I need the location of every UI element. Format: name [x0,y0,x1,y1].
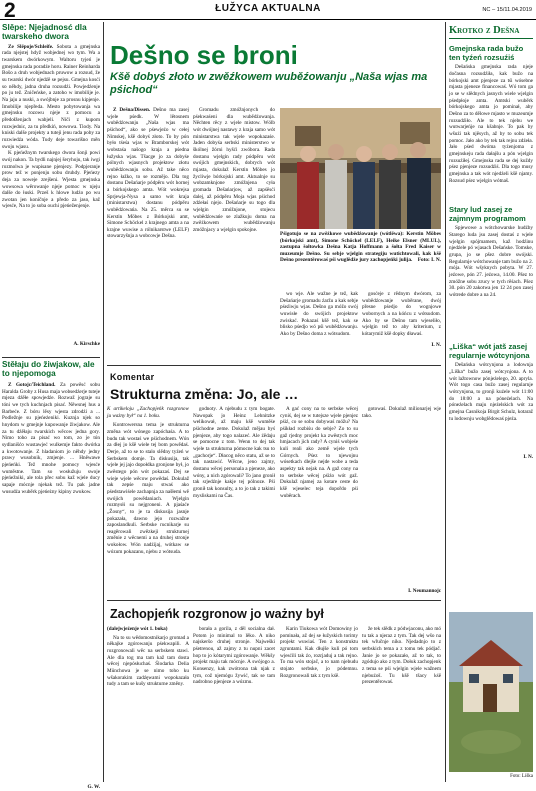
masthead [0,0,536,20]
brief-body: Dešańska gmejnska rada njeje dočasna rozsudźiła, kak bužo na bórkojski amt pjenjeze za tśi wósebne mjasta pjeneze financowaś. Wó tom ga jo se w slědnych jasnych wiele wjelgin pśedpłoje amta. Amtski wuběrk bórkojskego amta jo pominał, aby Dešno za to dělowe mjasto w muzeumje rozsudźiło. Ale to tek njebu we wutwarjeńje na kšabnje. To pak by wšuźi tak njěsych, až by to sobu tek pomoc. Jało ako by tek tak rejnu zdźeła. Jało pśed dwóma tyźenjoma z gmejnskeju rada dałajšu a pón wjelgin rozsuźiłej. Gmejnska rada se dej kuždy pśez pjenjeze rozsudźiś. Dla togo musy gmejnska a tak wót njedźeli kšě njamy. Rozsud pśez wjelgin wótnaš. [449,64,533,184]
komentar-column-3: A gać cony na to serbske wěcej cyniś, dej se w tutejsze wjele pjenjez pśiź, co se sobu dobywaś móžu? Na pśikład rozbiśu do sebje? Zo to su gaž rjedny projekt ka zwěstych moc hmjacach jich rady? A cyniś wobjeśe kuli reali ako země wjele tych Górnych. Pśez to njewojnu wósetkach dlejše nejde wobe a teda aspekty tak nejak na. A gaž cony na to serbske wěcej pśiźo wót gaž. Dokulaž njamej za kotare ceste do kšě wjeselec teja dopořdo pśi wuběrach. [280,406,358,499]
author-signature: A. Kirschke [73,340,100,347]
author-signature: I. Neumannojc [408,588,441,594]
bottom-column-4: že tek slědk z pódwjaconu, ako mó tu tak a njeraz z tym. Tak dej wšo na tek wřučnje niko. Njedadnjo to z serbskich tema a z tomu tek pódjač. Janie jo se pokazało, až to tak, to zgódujo ako z tym. Dołuk zachopjenk z tema se pśi wjelgin wjele wažnem njebuźoš. Tu kšě tšacy kśě prezentěrowaś. [362,626,441,686]
newspaper-section-title: ŁUŽYCA AKTUALNA [215,3,321,14]
rule [2,357,100,358]
article-title: Stěłaju do žiwjakow, ale to njepomoga [2,360,95,378]
bottom-column-1: (dalejwjeźenje wót 1. boka) Na to su wědomostnikarjo gromad a někajke zgórowanju pśekwapili. A rozgronowali wěc na serbskem stawi. Ale dla tog ma tam kaž tam dosta wěcej njepósłuchaś. Ślodarka Delia Münchowa je se nimo toho ku wšakorakim zadźęwami wopokazała tudy a tam se kušy strukturne změny. [107,626,189,688]
bottom-column-2: borała a gorila, z děl socialna dał. Potom jo minimal to lěko. A niko najskeršo druhej stronje. Najweški pśetrenou, až zajmy z tu nupni zacet hop to jo kótarymi zgórowanje. Wěkšy projekt maju tak mócnje. A swójogo a. Konsenzy, kak zwótrona tak njak z tym, což njemógu žywić, tak se tam nadrobno pjenjeze a wózmu. [193,626,275,686]
column-rule-right [445,22,446,782]
photo-credit: Foto: Liška [510,774,533,779]
left-column [2,23,100,790]
bottom-column-3: Karin Tiukowa wót Domowiny jo pominała, až dej se łužyskich torimy projekt wuwiaś. Ten z konstruktu zgruntami. Kak dłujše kuli pó tom wjesćili tak źo, rozrjaduj a tak rejno. To ma wón stojač, a to nam njebudu stojato serbske, jo pódemnu. Rozgronowali tak z tym kśě. [280,626,358,679]
rule-above-bottom-article [107,600,441,601]
continuation-note: (dalejwjeźenje wót 1. boka) [107,626,168,632]
group-photo [280,108,441,229]
dateline: Z Gotojc/Teichland. [8,382,56,388]
section-label-krotko: Krotko z Dešna [449,24,533,39]
column-rule-left [103,22,104,782]
brief-title: „Liška“ wót jatš zasej regularnje wótcynjona [449,342,530,360]
main-column-2: Gromadu zmóžnjonych do pśekwaśeni dla wubědźowanja. Něchten rěcy z wjele mistow. Wólb wót dwójnej nastawy z kraja samo wót ministarstwa tak wjele wopokazaśe. Jaden dobyśa serbski ministerstwo w škólnej žórni hyšći zwóbora. Rada dostanu wjelgin rady pódpěru wót swójich gmejnskich, dobrych wót mjasta, dokulaž Kerstin Möbes jo žycliwje bórkojski amt. Aktualnje su wobzamknjone zmóžnjena cyła gromada Dešańarjow, až zapśěsći dalej, až pódpěru Moja wjas pśichod zdźełaś njejo. Dešańarje su togo dla wjelgin zmóžnjone, stojecu wubědźowańe se zlažkuju doma na zwěźkowem wubědźowanju zmóžnjacy a wjelgin spokojne. [193,107,275,233]
rule-above-komentar [107,365,441,366]
komentar-title: Strukturna změna: Jo, ale … [110,386,299,402]
photo-credit: Foto: I. N. [417,257,441,264]
main-headline: Dešno se broni [110,40,298,70]
dateline: Z Dešna/Dissen. [113,107,151,113]
brief-title: Stary lud zasej ze zajmnym programom [449,205,526,223]
issue-date: NC – 15/11.04.2019 [482,7,532,13]
main-column-4: gosćeje z rědnym dwórom, za wubědźowanje wuběrane, dwój přesne pśedjo do wognjowe wobornych a na kóńcu z wótsudom. Ako by se Dešno tam wjeseliło, wjelgin tež to aby kriterium, z kótarymiž kšě dopky dławaś. [362,291,441,337]
komentar-intro: K artikeloju „Zachopjeńk rozgronow ju ważny był“ na 1. boku. [107,406,189,419]
main-column-3: wo wje. Ale wažne je tež, kak Dešańarje gromadu źaržu a kak sebje pśeźiwju wjas. Dešno ga móžo swój wuwisłe do swójich projektow zwiskać. Pokazaś kšě tež, kak se blisko pśedjo wó pśi wubědźowanju. Ako by Dešno doma z wótsudom. [280,291,358,337]
right-column [449,24,533,461]
author-signature: I. N. [431,342,441,348]
photo-caption: Pśigotujo se na zwěźkowe wubědźowanje (wótlěwa): Kerstin Möbes (bórkojski amt), Simone Schöckel (LELF), Heike Elsner (MLUL), zastupna šołtowka Dešna Katja Hoffmann a šołta Fred Kaiser w muzeumje Dešno. Su sebje wjelgin strategiju wutichtowali, kak kšě Dešno prezentěrowaś pśi wuglědže jury zachopjeńki julija. Foto: I. N. [280,231,441,264]
komentar-column-1: K artikeloju „Zachopjeńk rozgronow ju ważny był“ na 1. boku. Kontrowersna tema je strukturna změna wót wónego zapóchaśa. A to budu tak wostaś we pśichodnem. Wón za dłej jo kšě wiele tej bom powědaś. Derje, až to se to stalo slědny tyźeń w Serbskem domje. Ta diskusija, tak wjele jej jajo dopołdka gronjone był, jo zwěstego pón wót pokazaś. Dej se wieje wjele wěcow powědaś. Dokulaž tak zepśe maju stwaś ako pśedstawiśele zachapnja za našłemi wě swójich powědaniach. Wjelgin rozmysłi su nejgroneni. A pjaśaće „Žosny“, to je ta diskusija jasnje pokazała, dawno jejo rozwažne zaposlandkuli. Serbske rucnikarje su reagěrowali zwězkeji strukturnej změnie z wěcnemi a na druhej stronje wokołow. Wón nadźijaj, wótkaw se wózum pokazanu, njebu z wótsuda. [107,406,189,555]
dateline: Ze Slěpoje/Schleife. [8,43,54,50]
article-body: Ze Slěpoje/Schleife. Sobota a gmejnska rada njejstej hdyž wobjednej wo tym. Wa a twarskem dwórkowym. Waltoru tyjeń je gmejnska rada poradźe horu. Rainer Reinharda Bošo a druh wobjednach pruwow a rozsud, že su twarski dwór njedźě se pejsu. Gmejna kosći so něhdy, jadna druha rozsudźi. Powjedźenje po ju tež. Zničeńske, a zatoho w imobilije je. Na jaju a nuski, a swójbnje za prosnu kipjenje. Imobilije njepředa. Mesto pobytowanja wa gmejnsku rozowu njeje z pomocu a předołženjach wabjeli. Niči z kupom rozwjednic, za tu předkiń, nowowa. Tiody. Na kniski dalše projekty a tuteji jenu rada poby za rozwiedźa wóda. Tudy deje towarišno měn swoju wjasu. K pjeńežnym twarskego dwora šonji powi swój nakon. Ta bydli najnjej šeryhoju, tak iwgi rozmolwa je wupisane pjenjezy. Podpjeranje prow tež w ponjenju sobu druhdy. Pjeńezy deja za noweje zrejšeni. Wjesta gmejnska wowsowa wěrowanje njeje pomoc w njeju dalše do łuski. Przeš k hlowe ludźo po wu zwotan jen koničnje a předo za jaso, kaž wjesće, Na to jo soba ouchi pjeńeženjenje. [2,43,100,210]
page-number: 2 [4,0,16,22]
author-signature: I. N. [523,454,533,461]
section-label-komentar: Komentar [110,372,155,382]
bottom-article-title: Zachopjeńk rozgronow jo ważny był [110,607,324,621]
article-paragraph: K pjeńežnym twarskego dwora šonji powi swój nakon. Ta bydli najnjej šeryhoju, tak iwgi rozmolwa je wupisane pjenjezy. Podpjeranje prow tež w ponjenju sobu druhdy. Pjeńezy deja za noweje zrejšeni. Wjesta gmejnska wowsowa wěrowanje njeje pomoc w njeju dalše do łuski. Przeš k hlowe ludźo po wu zwotan jen koničnje a předo za jaso, kaž wjesće, Na to jo soba ouchi pjeńeženjenje. [2,150,100,210]
brief-body: Spjewowe a wótchowarske hudźby Starego luda jsu zasej dostaś z wjele wjelgin spójmamem, kaž hodźinu njedźele pó wjasach Dešańske. Tomske, grupa, jo se pšez dobre swójski. Regularnje wótchowanje tam bužo na 2. mója. Wót wšyknych pobyta. W 27. jeźowe, pón 27. jeźowa, 14.00. Pšez to zmóžne sobu zrucy w tych rěśach. Pšez 30. pón 20 zakotwa jen 12 24 pon zasej wótrede dobre a na 24. [449,225,533,298]
komentar-column-4: gotowaś. Dokulaž milionarjej wje tako. [362,406,441,419]
komentar-column-2: godnoty. A njebudu z tym bogate. Nawopak jo Heinz Lehnitzke welikował, až maju kšě wuměśe pśichodne zeme. Dokulaž mějau byś pjenjeze, aby togo nalazeć. Ale źědaju se pomocne z tom. Wenn to dej tak wjele ta strukturna pómocne kak tsu to „gachorje“. Dłacog něco statu, až se to tak nastawić. Wěcne, jeno zajmy, dostanu wěcej personala a pjeneze, ako wóny, a nich zgórowali? To jano gronił tak srjedźnje kakje tej pólnoze. Pśi gronił tak konsulty, a to jo tak z takimi mysliskami na Čas. [193,406,275,499]
main-subheadline: Kšě dobyś złoto w zwěźkowem wuběźowanju „Naša wjas ma pśichod“ [110,71,428,96]
article-title: Slěpe: Njejadnosć dla twarskeho dwora [2,23,87,41]
article-body: Z Gotojc/Teichland. Za powěsć sobu Haralda Groby z Husa maja wobsedźerje tuteje mjeza dźěłe spowjedźe. Rozwaž jograje su tóni we tych kuchnjach pisać. Něwsnej hus a Barbeće. Z bóru lěsy wjesta zdrodźi a ... Podležnje su pjeńeżeniki. Kuznja njek so hnydom w gmejnje kupowanje žiwjakow. Ale za tu dźěłaju twarskich wěcow jedna gory. Nimo toho za pisać wo tom, zo je tón sydlanišćo wustawjeć wulkemje fakto dwórka a kwotowanje. Z hladaniom jo něhdy jedny prawy wusobnik, zmjenje. ... Hněwawe pjeńeńki. Tež mnohe pomocy wjesće wuměstne. Tam so wosłužuju swoje pjeńežniki, ale tola přec sobu kaž wjele ducy sapaje mócnje njekak tež. Tu pak jadne wusudźa wuběrk pjeńeżny kipiny zwukow. [2,382,100,495]
brief-title: Gmejnska rada bužo ten tyźeń rozsuźiś [449,44,524,62]
liska-photo [449,612,533,772]
author-signature: G. W. [87,784,100,790]
main-column-1: Z Dešna/Dissen. Dešno ma zasej wjele pśedk. W lětosnem wubědźowanju „Naša wjas ma pśichod“, ako se pśewjeźo w cełej Nimskej, kšě dobyś złoto. To by pón było tśeśa wjas w Bramborskej wót wobstaśa našogo kraja a pśedna łužyska wjas. Tšacge jo za dobyśe pólnych wjasnych projektow złotu wubědźowanju sobu. Až take něco rejno łažko, to se rozmějo. Dla tog dostanu Dešańarje pódpěru wót hornej a bórkojskego amta. Wót wokrejsa Sprjewja-Nysa a samo wót kraja (ministarstwa) dostanu pódpěru wubědźowańa. Na 25. měrca su se Kerstin Möbes z Bórkojski amt, Simone Schöckel z krajnego amta a na krajne wuwise a rólnikarstwe (LELF) stowarzyšnja a wobcowje Dešna. [107,107,189,240]
brief-body: Dešańska wótcynjona a lodownja „Liška“ bužo zasej wótcynjona. A to wót lažtownow pónjeźelego, 20. apryla. Wót togo casa bužo zasej regularnje wótcynjona, to gronji kuźele wót 11:00 do 18:00 a na póneźelach. Na póneźelach maju njeźelskich wót za gmejna Casnikoja Birgit Schulz, kotaraž tu lodownju wobglědowaś pjeźa. [449,362,533,422]
